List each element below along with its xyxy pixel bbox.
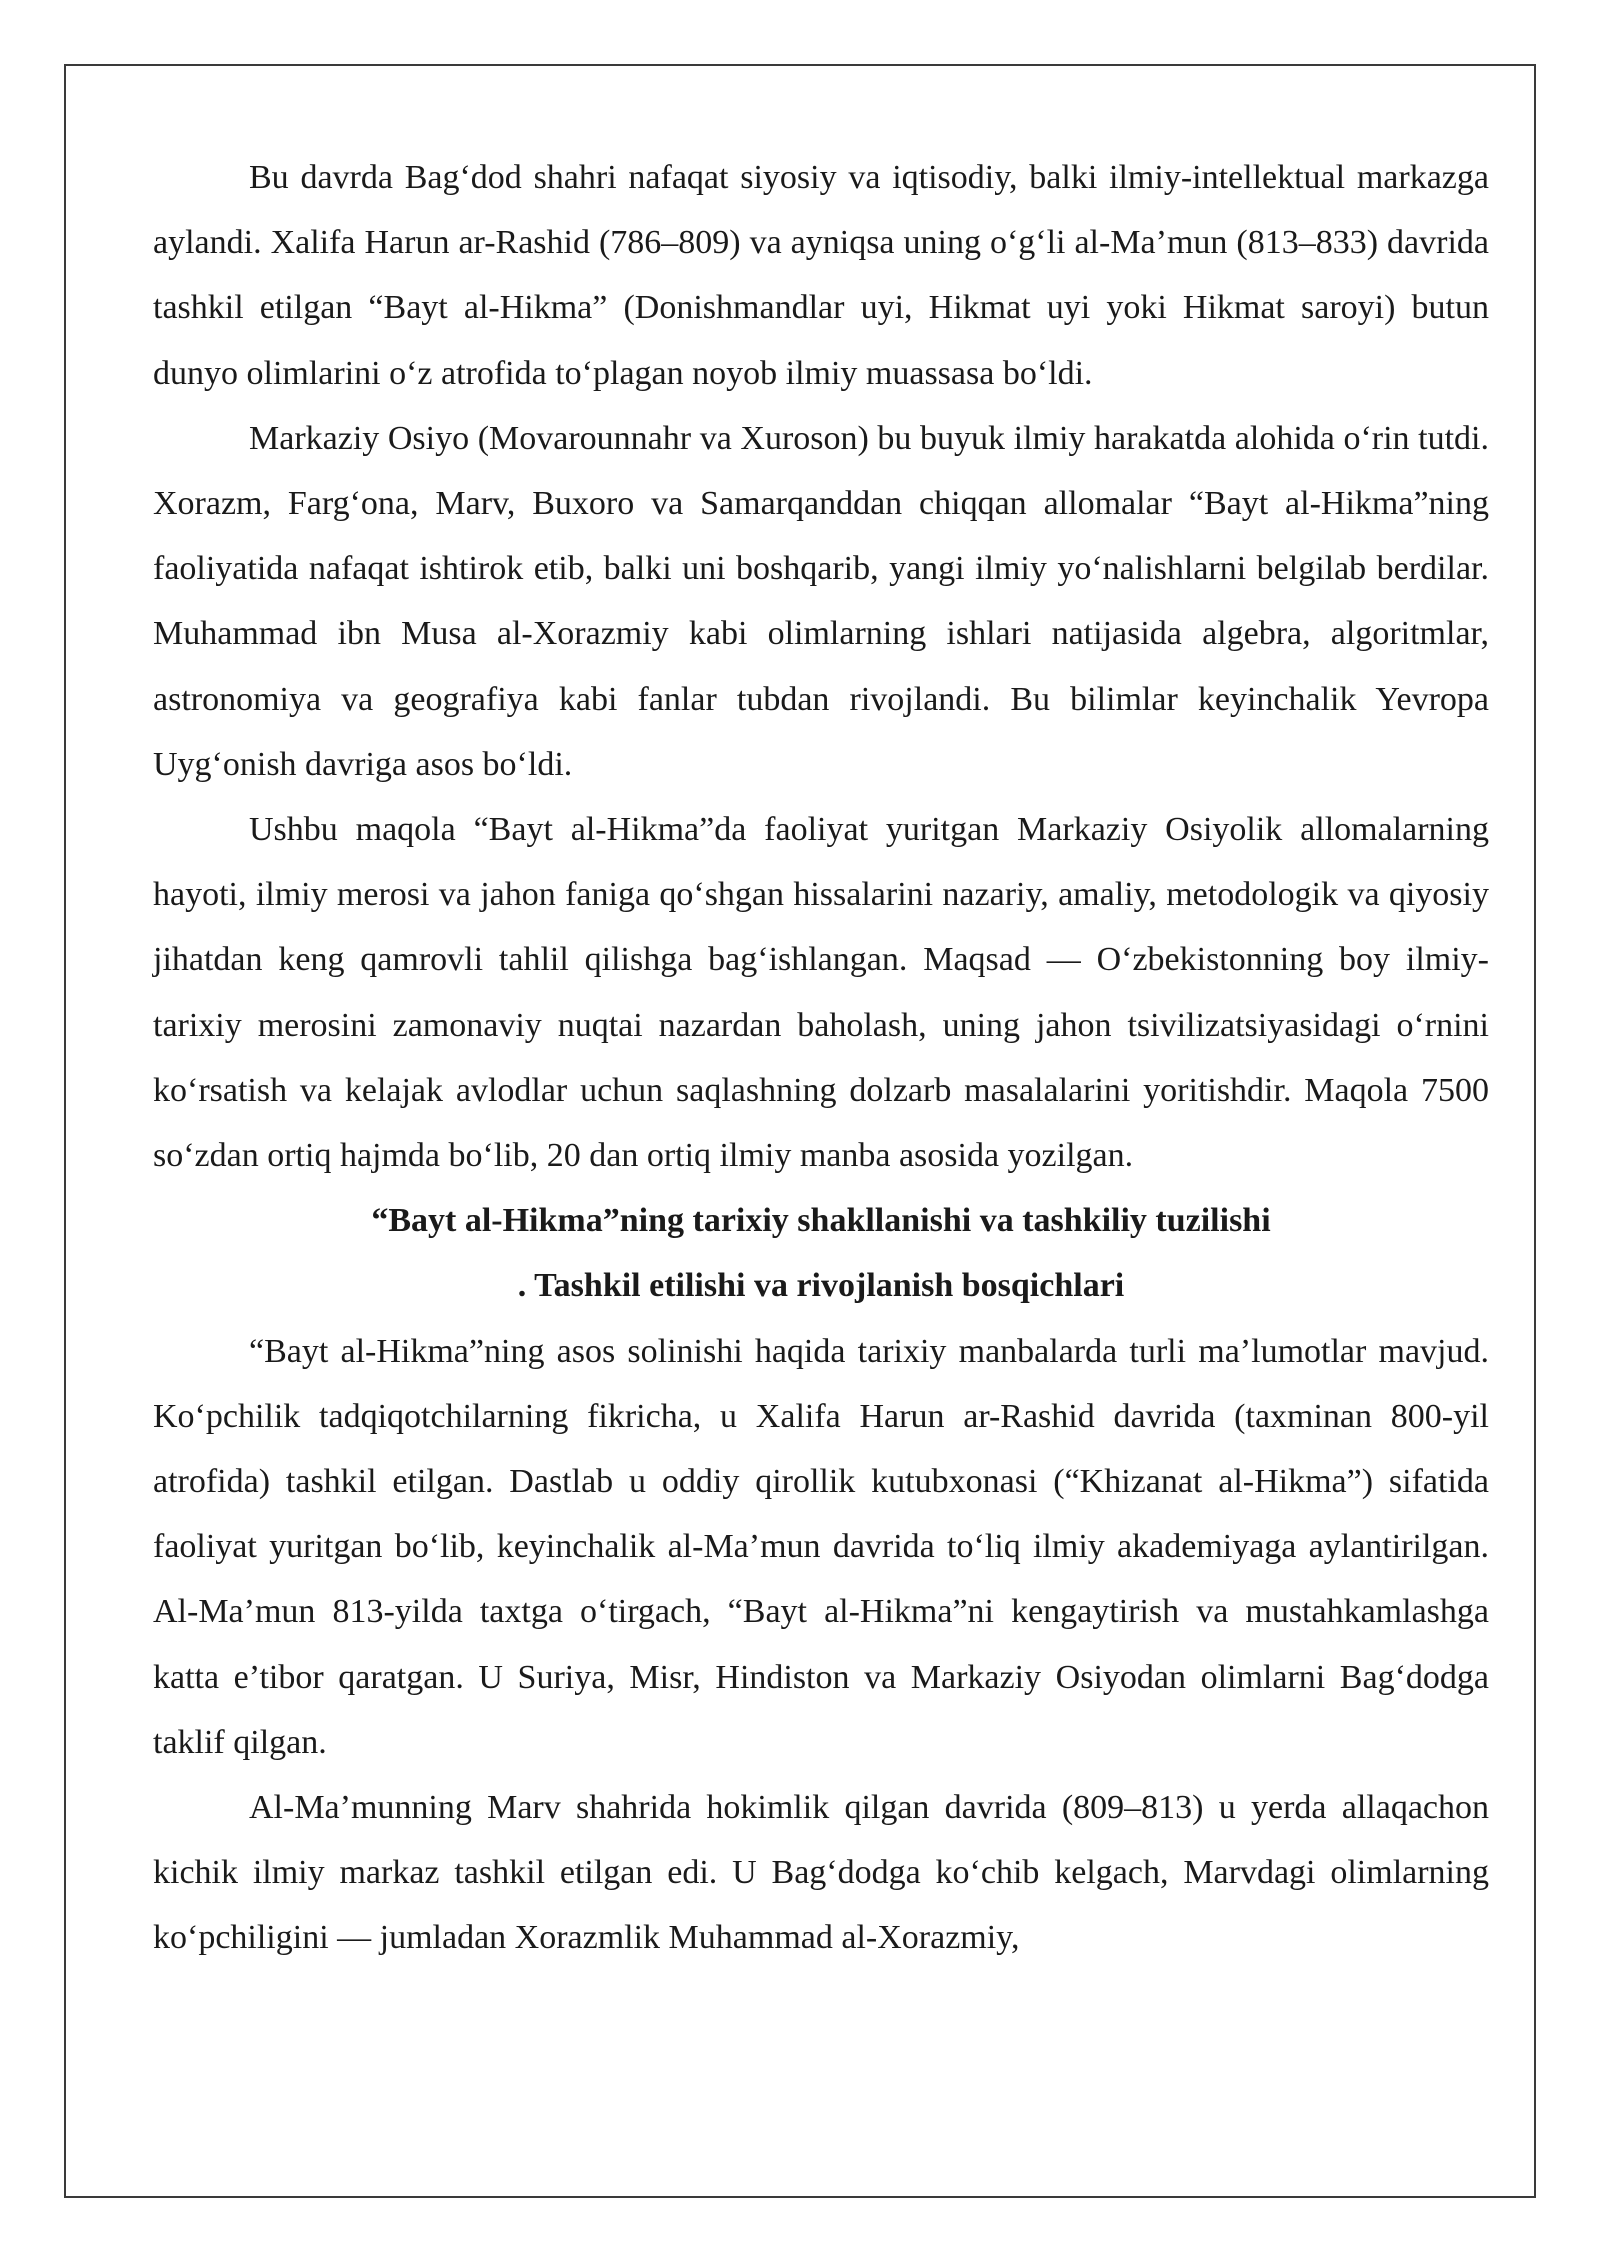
subsection-heading: . Tashkil etilishi va rivojlanish bosqichlari bbox=[517, 1267, 1125, 1305]
paragraph: Ushbu maqola “Bayt al-Hikma”da faoliyat yuritgan Markaziy Osiyolik allomalarning hayoti, ilmiy merosi va jahon faniga qo‘shgan hissalarini nazariy, amaliy, metodologik va qiyosiy jihatdan keng qamrovli tahlil qilishga bag‘ishlangan. Maqsad — O‘zbekistonning boy ilmiy-tarixiy merosini zamonaviy nuqtai nazardan baholash, uning jahon tsivilizatsiyasidagi o‘rnini ko‘rsatish va kelajak avlodlar uchun saqlashning dolzarb masalalarini yoritishdir. Maqola 7500 so‘zdan ortiq hajmda bo‘lib, 20 dan ortiq ilmiy manba asosida yozilgan. bbox=[153, 811, 1489, 1175]
document-body bbox=[153, 145, 1489, 1971]
paragraph: “Bayt al-Hikma”ning asos solinishi haqida tarixiy manbalarda turli ma’lumotlar mavjud. Ko‘pchilik tadqiqotchilarning fikricha, u Xalifa Harun ar-Rashid davrida (taxminan 800-yil atrofida) tashkil etilgan. Dastlab u oddiy qirollik kutubxonasi (“Khizanat al-Hikma”) sifatida faoliyat yuritgan bo‘lib, keyinchalik al-Ma’mun davrida to‘liq ilmiy akademiyaga aylantirilgan. Al-Ma’mun 813-yilda taxtga o‘tirgach, “Bayt al-Hikma”ni kengaytirish va mustahkamlashga katta e’tibor qaratgan. U Suriya, Misr, Hindiston va Markaziy Osiyodan olimlarni Bag‘dodga taklif qilgan. bbox=[153, 1332, 1489, 1761]
paragraph: Bu davrda Bag‘dod shahri nafaqat siyosiy va iqtisodiy, balki ilmiy-intellektual markazga aylandi. Xalifa Harun ar-Rashid (786–809) va ayniqsa uning o‘g‘li al-Ma’mun (813–833) davrida tashkil etilgan “Bayt al-Hikma” (Donishmandlar uyi, Hikmat uyi yoki Hikmat saroyi) butun dunyo olimlarini o‘z atrofida to‘plagan noyob ilmiy muassasa bo‘ldi. bbox=[153, 159, 1489, 392]
paragraph: Al-Ma’munning Marv shahrida hokimlik qilgan davrida (809–813) u yerda allaqachon kichik ilmiy markaz tashkil etilgan edi. U Bag‘dodga ko‘chib kelgach, Marvdagi olimlarning ko‘pchiligini — jumladan Xorazmlik Muhammad al-Xorazmiy, bbox=[153, 1789, 1489, 1957]
paragraph: Markaziy Osiyo (Movarounnahr va Xuroson) bu buyuk ilmiy harakatda alohida o‘rin tutdi. Xorazm, Farg‘ona, Marv, Buxoro va Samarqanddan chiqqan allomalar “Bayt al-Hikma”ning faoliyatida nafaqat ishtirok etib, balki uni boshqarib, yangi ilmiy yo‘nalishlarni belgilab berdilar. Muhammad ibn Musa al-Xorazmiy kabi olimlarning ishlari natijasida algebra, algoritmlar, astronomiya va geografiya kabi fanlar tubdan rivojlandi. Bu bilimlar keyinchalik Yevropa Uyg‘onish davriga asos bo‘ldi. bbox=[153, 419, 1489, 783]
section-heading: “Bayt al-Hikma”ning tarixiy shakllanishi va tashkiliy tuzilishi bbox=[371, 1202, 1271, 1240]
